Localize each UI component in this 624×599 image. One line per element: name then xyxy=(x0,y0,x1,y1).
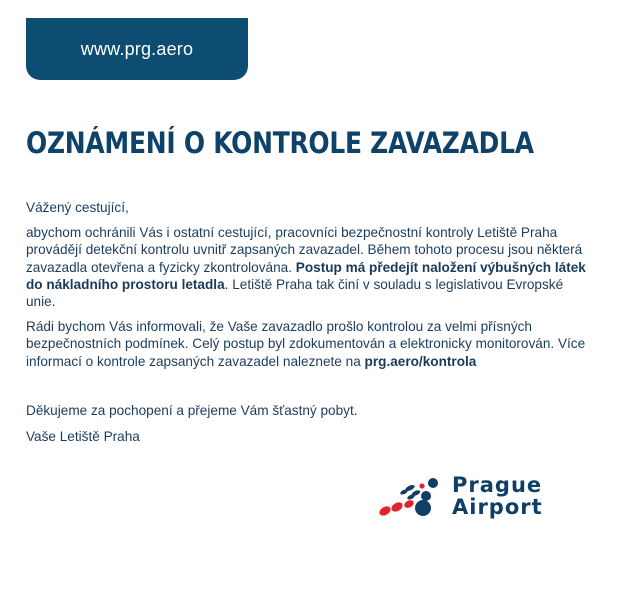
website-url: www.prg.aero xyxy=(80,38,194,59)
website-url-tab xyxy=(26,18,248,80)
greeting: Vážený cestující, xyxy=(26,200,129,215)
paragraph-intro-text-a: abychom ochránili Vás i ostatní cestující, pracovníci bezpečnostní kontroly Letiště Praha provádějí detekční kontrolu uvnitř zapsaných zavazadel. Během tohoto procesu jsou některá zavazadla otevřena a fyzicky zkontrolována. xyxy=(26,225,583,275)
logo-wordmark xyxy=(452,474,543,518)
info-link[interactable]: prg.aero/kontrola xyxy=(364,353,477,369)
paragraph-info xyxy=(26,318,586,370)
logo-line-2: Airport xyxy=(452,495,543,519)
signature: Vaše Letiště Praha xyxy=(26,429,140,444)
thanks-line: Děkujeme za pochopení a přejeme Vám šťastný pobyt. xyxy=(26,403,358,418)
page-title: OZNÁMENÍ O KONTROLE ZAVAZADLA xyxy=(26,126,534,160)
paragraph-info-text: Rádi bychom Vás informovali, že Vaše zavazadlo prošlo kontrolou za velmi přísných bezpečnostních podmínek. Celý postup byl zdokumentován a elektronicky monitorován. Více informací o kontrole zapsaných zavazadel naleznete na xyxy=(26,319,586,369)
paragraph-intro-bold: Postup má předejít naložení výbušných látek do nákladního prostoru letadla xyxy=(26,259,586,292)
logo-line-1: Prague xyxy=(452,473,543,497)
paragraph-intro xyxy=(26,224,586,310)
paragraph-intro-text-b: . Letiště Praha tak činí v souladu s legislativou Evropské unie. xyxy=(26,276,564,310)
